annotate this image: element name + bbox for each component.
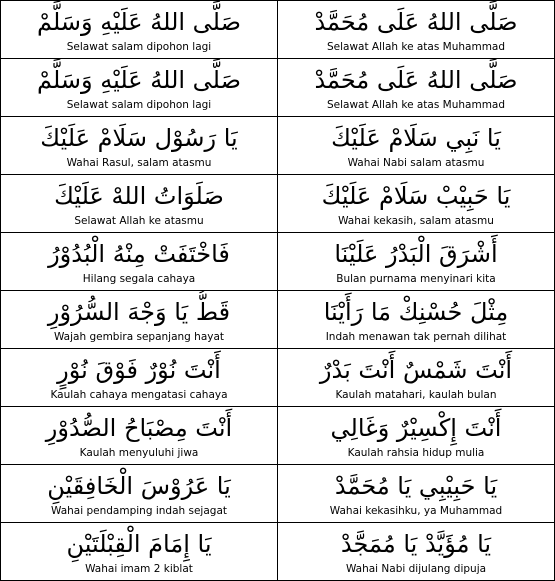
verse-row	[1, 523, 555, 581]
arabic-verse: صَلَّى اللهُ عَلَى مُحَمَّدْ	[314, 7, 518, 36]
verse-cell-right	[278, 59, 555, 117]
verse-cell-left	[1, 523, 278, 581]
arabic-verse: يَا حَبِيْبِي يَا مُحَمَّدْ	[334, 471, 498, 500]
arabic-verse: يَا رَسُوْل سَلَامْ عَلَيْكَ	[40, 123, 238, 152]
verse-cell-left	[1, 233, 278, 291]
arabic-verse: صَلَّى اللهُ عَلَى مُحَمَّدْ	[314, 65, 518, 94]
verse-cell-right	[278, 175, 555, 233]
arabic-verse: مِثْلَ حُسْنِكْ مَا رَأَيْنَا	[323, 297, 509, 326]
verse-translation: Selawat salam dipohon lagi	[66, 98, 212, 111]
verse-cell-right	[278, 233, 555, 291]
verse-translation: Kaulah rahsia hidup mulia	[347, 446, 485, 459]
verse-row	[1, 465, 555, 523]
verse-translation: Wahai kekasih, salam atasmu	[338, 214, 494, 227]
verse-cell-left	[1, 175, 278, 233]
verse-cell-right	[278, 407, 555, 465]
verse-translation: Bulan purnama menyinari kita	[336, 272, 496, 285]
verse-translation: Indah menawan tak pernah dilihat	[325, 330, 507, 343]
verse-row	[1, 175, 555, 233]
verse-cell-left	[1, 349, 278, 407]
verse-cell-left	[1, 59, 278, 117]
verse-row	[1, 117, 555, 175]
arabic-verse: صَلَّى اللهُ عَلَيْهِ وَسَلَّمْ	[37, 65, 241, 94]
arabic-verse: قَطُّ يَا وَجْهَ السُّرُوْرِ	[47, 297, 231, 326]
arabic-verse: يَا عَرُوْسَ الْخَافِقَيْنِ	[47, 471, 231, 500]
verse-translation: Selawat salam dipohon lagi	[66, 40, 212, 53]
verse-row	[1, 233, 555, 291]
verse-cell-right	[278, 465, 555, 523]
verse-row	[1, 59, 555, 117]
verse-row	[1, 407, 555, 465]
arabic-verse: أَنْتَ إِكْسِيْرٌ وَغَالِي	[330, 413, 502, 442]
arabic-verse: صَلَّى اللهُ عَلَيْهِ وَسَلَّمْ	[37, 7, 241, 36]
verse-cell-right	[278, 291, 555, 349]
arabic-verse: أَنْتَ شَمْسٌ أَنْتَ بَدْرٌ	[319, 355, 513, 384]
verse-translation: Wahai pendamping indah sejagat	[51, 504, 227, 517]
verse-cell-left	[1, 117, 278, 175]
arabic-verse: أَنْتَ مِصْبَاحُ الصُّدُوْرِ	[45, 413, 233, 442]
arabic-verse: صَلَوَاتُ اللهْ عَلَيْكَ	[54, 181, 224, 210]
verse-cell-right	[278, 1, 555, 59]
verse-cell-left	[1, 407, 278, 465]
verse-translation: Wahai imam 2 kiblat	[85, 562, 193, 575]
arabic-verse: أَنْتَ نُوْرٌ فَوْقَ نُوْرٍ	[57, 355, 221, 384]
arabic-verse: أَشْرَقَ الْبَدْرُ عَلَيْنَا	[334, 239, 498, 268]
verse-translation: Kaulah matahari, kaulah bulan	[335, 388, 497, 401]
verse-row	[1, 291, 555, 349]
arabic-verse: فَاخْتَفَتْ مِنْهُ الْبُدُوْرُ	[48, 239, 230, 268]
verse-row	[1, 1, 555, 59]
verse-translation: Selawat Allah ke atas Muhammad	[326, 40, 506, 53]
arabic-verse: يَا نَبِي سَلَامْ عَلَيْكَ	[331, 123, 501, 152]
verse-translation: Wahai Nabi dijulang dipuja	[345, 562, 487, 575]
verse-cell-left	[1, 1, 278, 59]
verse-row	[1, 349, 555, 407]
verse-cell-right	[278, 523, 555, 581]
arabic-verse: يَا إِمَامَ الْقِبْلَتَيْنِ	[66, 529, 212, 558]
verse-translation: Kaulah cahaya mengatasi cahaya	[50, 388, 228, 401]
verse-cell-left	[1, 465, 278, 523]
verse-translation: Wajah gembira sepanjang hayat	[53, 330, 225, 343]
verse-cell-right	[278, 349, 555, 407]
verse-translation: Kaulah menyuluhi jiwa	[79, 446, 199, 459]
verse-translation: Selawat Allah ke atasmu	[74, 214, 204, 227]
arabic-verse: يَا مُؤَيَّدْ يَا مُمَجَّدْ	[340, 529, 492, 558]
arabic-verse: يَا حَبِيْبْ سَلَامْ عَلَيْكَ	[321, 181, 511, 210]
verse-translation: Wahai kekasihku, ya Muhammad	[329, 504, 503, 517]
verse-cell-right	[278, 117, 555, 175]
verse-translation: Wahai Rasul, salam atasmu	[66, 156, 212, 169]
verse-cell-left	[1, 291, 278, 349]
verse-translation: Wahai Nabi salam atasmu	[347, 156, 485, 169]
verse-translation: Hilang segala cahaya	[82, 272, 196, 285]
verse-translation: Selawat Allah ke atas Muhammad	[326, 98, 506, 111]
